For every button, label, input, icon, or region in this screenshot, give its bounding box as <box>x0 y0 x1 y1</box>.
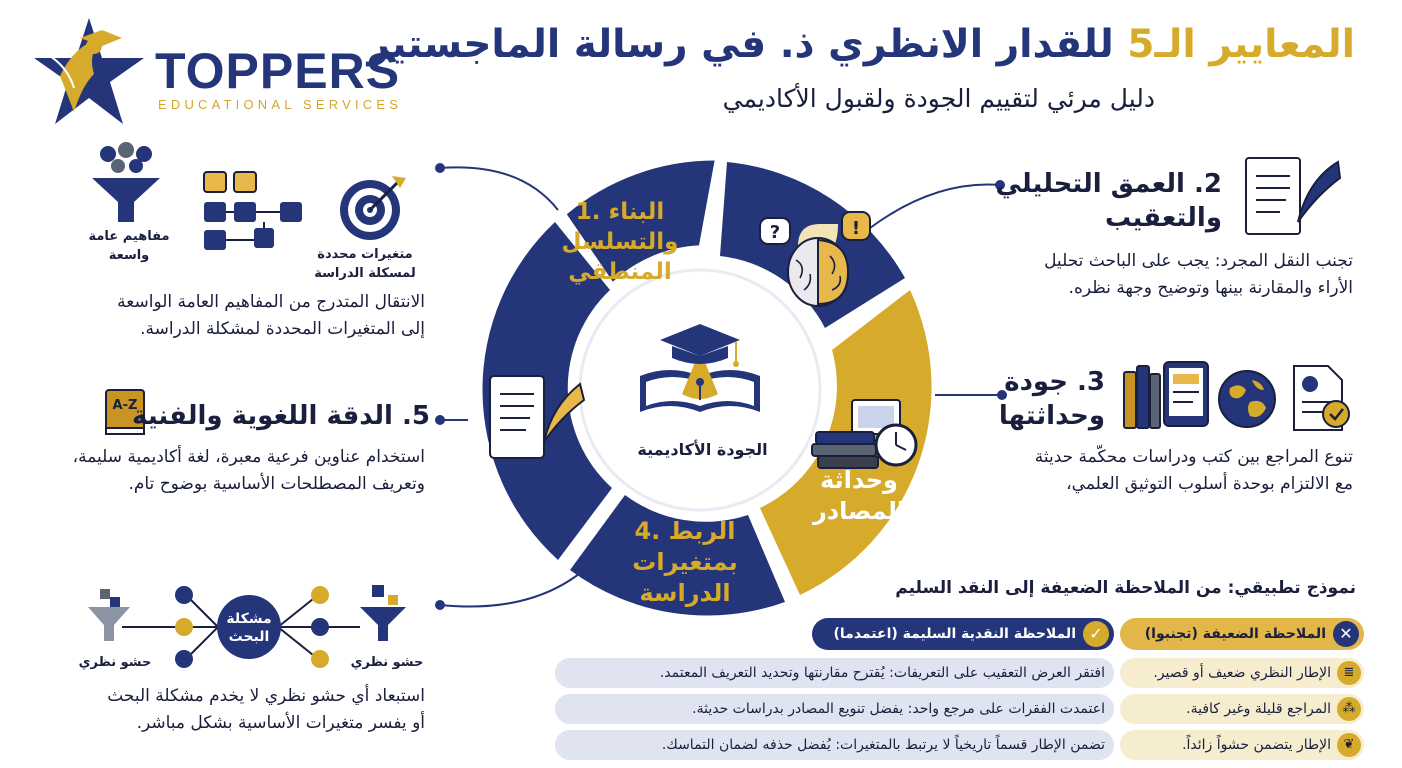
brand-name: TOPPERS <box>155 43 401 99</box>
document-quill-icon <box>1240 150 1344 240</box>
caption-filler-left: حشو نظري <box>78 655 152 670</box>
leaf-icon: ❦ <box>1337 733 1361 757</box>
x-mark-icon: ✕ <box>1333 621 1359 647</box>
list-document-icon: ≣ <box>1337 661 1361 685</box>
target-arrow-icon <box>336 172 410 244</box>
section3-description: تنوع المراجع بين كتب ودراسات محكّمة حديثة مع الالتزام بوحدة أسلوب التوثيق العلمي، <box>1034 447 1353 495</box>
svg-text:!: ! <box>851 218 861 239</box>
section2-title: 2. العمق التحليلي والتعقيب <box>995 169 1222 233</box>
section2-description: تجنب النقل المجرد: يجب على الباحث تحليل الأراء والمقارنة بينها وتوضيح وجهة نظره. <box>1044 251 1353 299</box>
linking-description: استبعاد أي حشو نظري لا يخدم مشكلة البحث أو يفسر متغيرات الأساسية بشكل مباشر. <box>107 686 425 734</box>
network-nodes-icon: ⁂ <box>1337 697 1361 721</box>
books-clock-icon <box>812 400 916 468</box>
hierarchy-blocks-icon <box>200 168 308 254</box>
hub-label-research-problem: مشكلة البحث <box>226 611 272 646</box>
section5-description: استخدام عناوين فرعية معبرة، لغة أكاديمية سليمة، وتعريف المصطلحات الأساسية بوضوح تام. <box>72 447 425 495</box>
segment-sources-label: وحداثة المصادر <box>812 466 906 526</box>
section3-title: 3. جودة وحداثتها <box>998 367 1105 431</box>
brand-tagline: EDUCATIONAL SERVICES <box>158 97 403 112</box>
page-subtitle: دليل مرئي لتقييم الجودة ولقبول الأكاديمي <box>722 84 1155 113</box>
weak-header-label: الملاحظة الضعيفة (تجنبوا) <box>1144 626 1326 642</box>
weak-note: المراجع قليلة وغير كافية. <box>1186 701 1331 717</box>
caption-specific-variables: متغيرات محددة لمسكلة الدراسة <box>314 247 416 281</box>
dictionary-icon-text: A-Z <box>112 398 138 413</box>
strong-note: تضمن الإطار قسماً تاريخياً لا يرتبط بالمتغيرات: يُفضل حذفه لضمان التماسك. <box>661 737 1105 753</box>
caption-filler-right: حشو نظري <box>350 655 424 670</box>
caption-broad-concepts: مفاهيم عامة واسعة <box>88 229 170 263</box>
funnel-concepts-icon <box>88 140 164 226</box>
strong-note: اعتمدت الفقرات على مرجع واحد: يفضل تنويع المصادر بدراسات حديثة. <box>692 701 1105 717</box>
title-navy-part: للقدار الانظري ذ. في رسالة الماجستير <box>367 22 1114 67</box>
segment-structure-label: 1. البناء والتسلسل المنطقي <box>561 199 679 285</box>
example-title: نموذج تطبيقي: من الملاحظة الضعيفة إلى النقد السليم <box>895 578 1356 598</box>
weak-note: الإطار يتضمن حشواً زائداً. <box>1182 737 1331 753</box>
globe-icon <box>1216 368 1278 430</box>
wheel-center-label: الجودة الأكاديمية <box>637 440 768 459</box>
weak-note: الإطار النظري ضعيف أو قصير. <box>1153 665 1331 681</box>
structure-description: الانتقال المتدرج من المفاهيم العامة الواسعة إلى المتغيرات المحددة لمشكلة الدراسة. <box>117 292 425 340</box>
svg-text:?: ? <box>769 222 781 243</box>
checkmark-icon: ✓ <box>1083 621 1109 647</box>
strong-note: افتقر العرض التعقيب على التعريفات: يُقترح مقارنتها وتحديد التعريف المعتمد. <box>659 665 1105 681</box>
books-tablet-icon <box>1120 358 1212 430</box>
strong-header-label: الملاحظة النقدية السليمة (اعتمدما) <box>833 626 1076 642</box>
verified-document-icon <box>1288 362 1354 434</box>
title-gold-part: المعايير الـ5 <box>1127 22 1355 67</box>
segment-linking-label: 4. الربط بمتغيرات الدراسة <box>632 517 738 608</box>
section5-title: 5. الدقة اللغوية والفنية <box>132 401 430 431</box>
